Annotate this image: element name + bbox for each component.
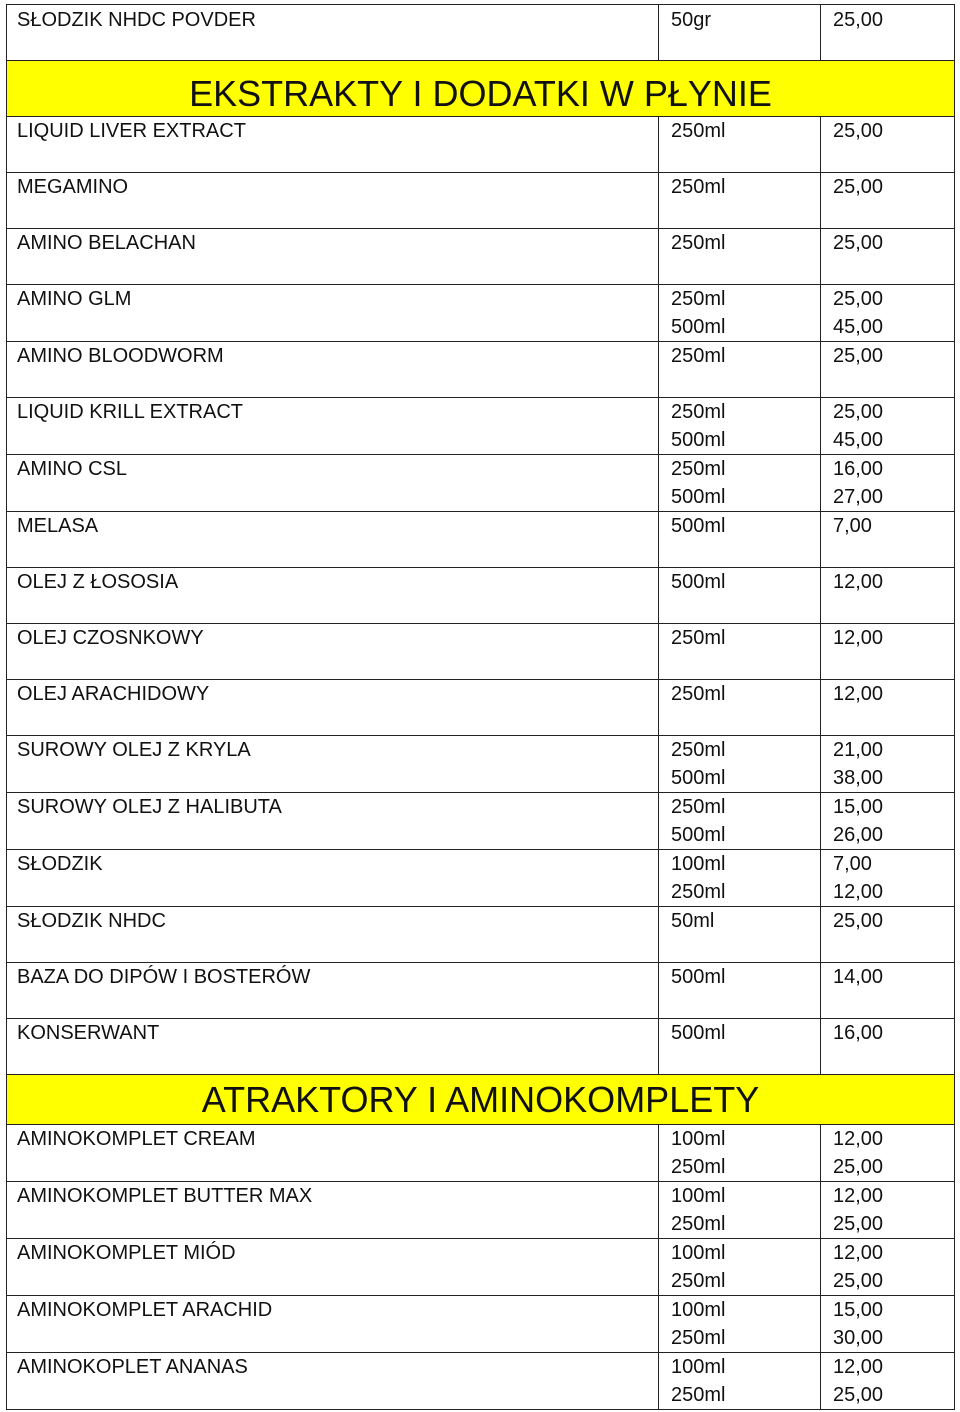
table-row	[7, 1296, 955, 1353]
product-price: 15,00	[833, 1299, 884, 1321]
price-cell	[821, 793, 955, 850]
product-name: BAZA DO DIPÓW I BOSTERÓW	[17, 966, 311, 988]
product-name: AMINOKOMPLET MIÓD	[17, 1242, 236, 1264]
product-name: SŁODZIK	[17, 853, 103, 875]
product-size: 250ml	[671, 1384, 726, 1406]
product-price: 25,00	[833, 1213, 884, 1235]
product-size: 500ml	[671, 824, 726, 846]
product-size: 500ml	[671, 486, 726, 508]
product-name: LIQUID KRILL EXTRACT	[17, 401, 243, 423]
size-cell	[659, 229, 821, 285]
section-header-row	[7, 61, 955, 117]
product-name: AMINOKOPLET ANANAS	[17, 1356, 248, 1378]
size-cell	[659, 455, 821, 512]
price-cell	[821, 680, 955, 736]
product-name-cell	[7, 1353, 659, 1410]
product-size: 100ml	[671, 1242, 726, 1264]
product-name-cell	[7, 173, 659, 229]
product-name: KONSERWANT	[17, 1022, 160, 1044]
product-name-cell	[7, 736, 659, 793]
size-cell	[659, 680, 821, 736]
product-size: 100ml	[671, 853, 726, 875]
table-row	[7, 342, 955, 398]
price-cell	[821, 512, 955, 568]
size-cell	[659, 793, 821, 850]
size-cell	[659, 1019, 821, 1075]
table-row	[7, 850, 955, 907]
product-size: 50ml	[671, 910, 715, 932]
price-list-table	[6, 4, 955, 1410]
product-price: 25,00	[833, 232, 884, 254]
product-price: 25,00	[833, 9, 884, 31]
table-row	[7, 455, 955, 512]
product-name-cell	[7, 1125, 659, 1182]
product-name-cell	[7, 1296, 659, 1353]
product-size: 250ml	[671, 739, 726, 761]
product-size: 500ml	[671, 966, 726, 988]
product-price: 27,00	[833, 486, 884, 508]
product-name: AMINOKOMPLET ARACHID	[17, 1299, 273, 1321]
product-size: 250ml	[671, 1213, 726, 1235]
table-row	[7, 512, 955, 568]
product-name-cell	[7, 793, 659, 850]
table-row	[7, 1182, 955, 1239]
table-row	[7, 568, 955, 624]
table-row	[7, 1125, 955, 1182]
table-row	[7, 398, 955, 455]
price-cell	[821, 229, 955, 285]
product-price: 25,00	[833, 1384, 884, 1406]
product-price: 30,00	[833, 1327, 884, 1349]
price-cell	[821, 736, 955, 793]
size-cell	[659, 1125, 821, 1182]
size-cell	[659, 1353, 821, 1410]
product-name: AMINO GLM	[17, 288, 132, 310]
price-cell	[821, 1125, 955, 1182]
price-cell	[821, 1353, 955, 1410]
product-size: 250ml	[671, 288, 726, 310]
product-price: 12,00	[833, 627, 884, 649]
product-size: 250ml	[671, 1327, 726, 1349]
price-cell	[821, 624, 955, 680]
price-cell	[821, 568, 955, 624]
product-name: OLEJ Z ŁOSOSIA	[17, 571, 179, 593]
price-cell	[821, 1182, 955, 1239]
price-cell	[821, 5, 955, 61]
product-name-cell	[7, 568, 659, 624]
product-size: 250ml	[671, 683, 726, 705]
product-size: 250ml	[671, 627, 726, 649]
table-row	[7, 173, 955, 229]
product-name: AMINO BELACHAN	[17, 232, 196, 254]
table-row	[7, 907, 955, 963]
product-size: 250ml	[671, 1270, 726, 1292]
product-price: 45,00	[833, 429, 884, 451]
product-name-cell	[7, 1182, 659, 1239]
product-price: 25,00	[833, 910, 884, 932]
product-name: MEGAMINO	[17, 176, 129, 198]
size-cell	[659, 117, 821, 173]
product-size: 250ml	[671, 232, 726, 254]
price-cell	[821, 398, 955, 455]
product-name-cell	[7, 342, 659, 398]
size-cell	[659, 512, 821, 568]
product-price: 12,00	[833, 571, 884, 593]
product-size: 250ml	[671, 401, 726, 423]
size-cell	[659, 1239, 821, 1296]
product-price: 12,00	[833, 683, 884, 705]
product-name: SUROWY OLEJ Z HALIBUTA	[17, 796, 282, 818]
product-name-cell	[7, 117, 659, 173]
size-cell	[659, 398, 821, 455]
size-cell	[659, 285, 821, 342]
product-price: 26,00	[833, 824, 884, 846]
product-name: SŁODZIK NHDC POVDER	[17, 9, 256, 31]
product-price: 25,00	[833, 120, 884, 142]
product-name: SŁODZIK NHDC	[17, 910, 166, 932]
product-size: 250ml	[671, 120, 726, 142]
product-size: 500ml	[671, 767, 726, 789]
product-name: LIQUID LIVER EXTRACT	[17, 120, 246, 142]
section-header-row	[7, 1075, 955, 1125]
table-row	[7, 117, 955, 173]
product-price: 25,00	[833, 1156, 884, 1178]
price-cell	[821, 907, 955, 963]
size-cell	[659, 1296, 821, 1353]
table-row	[7, 680, 955, 736]
table-row	[7, 793, 955, 850]
product-price: 7,00	[833, 515, 872, 537]
product-size: 100ml	[671, 1185, 726, 1207]
product-size: 100ml	[671, 1299, 726, 1321]
product-name: AMINO CSL	[17, 458, 128, 480]
product-price: 16,00	[833, 458, 884, 480]
product-price: 45,00	[833, 316, 884, 338]
product-price: 38,00	[833, 767, 884, 789]
product-name-cell	[7, 512, 659, 568]
product-name-cell	[7, 229, 659, 285]
size-cell	[659, 736, 821, 793]
product-name-cell	[7, 963, 659, 1019]
size-cell	[659, 568, 821, 624]
section-title: EKSTRAKTY I DODATKI W PŁYNIE	[7, 61, 955, 117]
product-size: 100ml	[671, 1356, 726, 1378]
section-title: ATRAKTORY I AMINOKOMPLETY	[7, 1075, 955, 1125]
product-size: 250ml	[671, 881, 726, 903]
product-name: AMINO BLOODWORM	[17, 345, 224, 367]
table-row	[7, 229, 955, 285]
price-cell	[821, 342, 955, 398]
product-price: 12,00	[833, 1242, 884, 1264]
product-name-cell	[7, 398, 659, 455]
product-price: 12,00	[833, 1128, 884, 1150]
product-price: 12,00	[833, 1185, 884, 1207]
table-row	[7, 1019, 955, 1075]
table-row	[7, 1353, 955, 1410]
product-price: 21,00	[833, 739, 884, 761]
product-name-cell	[7, 5, 659, 61]
size-cell	[659, 5, 821, 61]
size-cell	[659, 173, 821, 229]
product-name-cell	[7, 680, 659, 736]
price-cell	[821, 1019, 955, 1075]
price-cell	[821, 117, 955, 173]
product-price: 25,00	[833, 176, 884, 198]
product-name: MELASA	[17, 515, 99, 537]
product-price: 12,00	[833, 881, 884, 903]
table-row	[7, 285, 955, 342]
product-name: OLEJ ARACHIDOWY	[17, 683, 210, 705]
price-cell	[821, 850, 955, 907]
product-size: 500ml	[671, 316, 726, 338]
product-price: 7,00	[833, 853, 872, 875]
table-row	[7, 736, 955, 793]
price-cell	[821, 285, 955, 342]
size-cell	[659, 907, 821, 963]
product-size: 250ml	[671, 345, 726, 367]
product-size: 250ml	[671, 176, 726, 198]
product-price: 25,00	[833, 288, 884, 310]
table-row	[7, 5, 955, 61]
price-list-body	[7, 5, 955, 1410]
price-cell	[821, 455, 955, 512]
size-cell	[659, 624, 821, 680]
product-size: 250ml	[671, 796, 726, 818]
product-price: 25,00	[833, 1270, 884, 1292]
product-name-cell	[7, 907, 659, 963]
product-price: 25,00	[833, 345, 884, 367]
size-cell	[659, 850, 821, 907]
product-name: AMINOKOMPLET BUTTER MAX	[17, 1185, 313, 1207]
product-name: SUROWY OLEJ Z KRYLA	[17, 739, 251, 761]
product-size: 500ml	[671, 429, 726, 451]
price-cell	[821, 1296, 955, 1353]
price-cell	[821, 963, 955, 1019]
product-name-cell	[7, 1019, 659, 1075]
product-name-cell	[7, 285, 659, 342]
size-cell	[659, 342, 821, 398]
product-name-cell	[7, 624, 659, 680]
product-name-cell	[7, 1239, 659, 1296]
table-row	[7, 624, 955, 680]
product-size: 50gr	[671, 9, 712, 31]
product-size: 500ml	[671, 515, 726, 537]
product-price: 15,00	[833, 796, 884, 818]
size-cell	[659, 963, 821, 1019]
table-row	[7, 1239, 955, 1296]
product-size: 100ml	[671, 1128, 726, 1150]
price-cell	[821, 1239, 955, 1296]
product-price: 16,00	[833, 1022, 884, 1044]
product-size: 250ml	[671, 1156, 726, 1178]
product-price: 12,00	[833, 1356, 884, 1378]
product-size: 500ml	[671, 1022, 726, 1044]
product-name: OLEJ CZOSNKOWY	[17, 627, 204, 649]
table-row	[7, 963, 955, 1019]
product-size: 250ml	[671, 458, 726, 480]
product-size: 500ml	[671, 571, 726, 593]
product-name-cell	[7, 455, 659, 512]
product-name: AMINOKOMPLET CREAM	[17, 1128, 256, 1150]
price-cell	[821, 173, 955, 229]
size-cell	[659, 1182, 821, 1239]
product-name-cell	[7, 850, 659, 907]
product-price: 14,00	[833, 966, 884, 988]
product-price: 25,00	[833, 401, 884, 423]
